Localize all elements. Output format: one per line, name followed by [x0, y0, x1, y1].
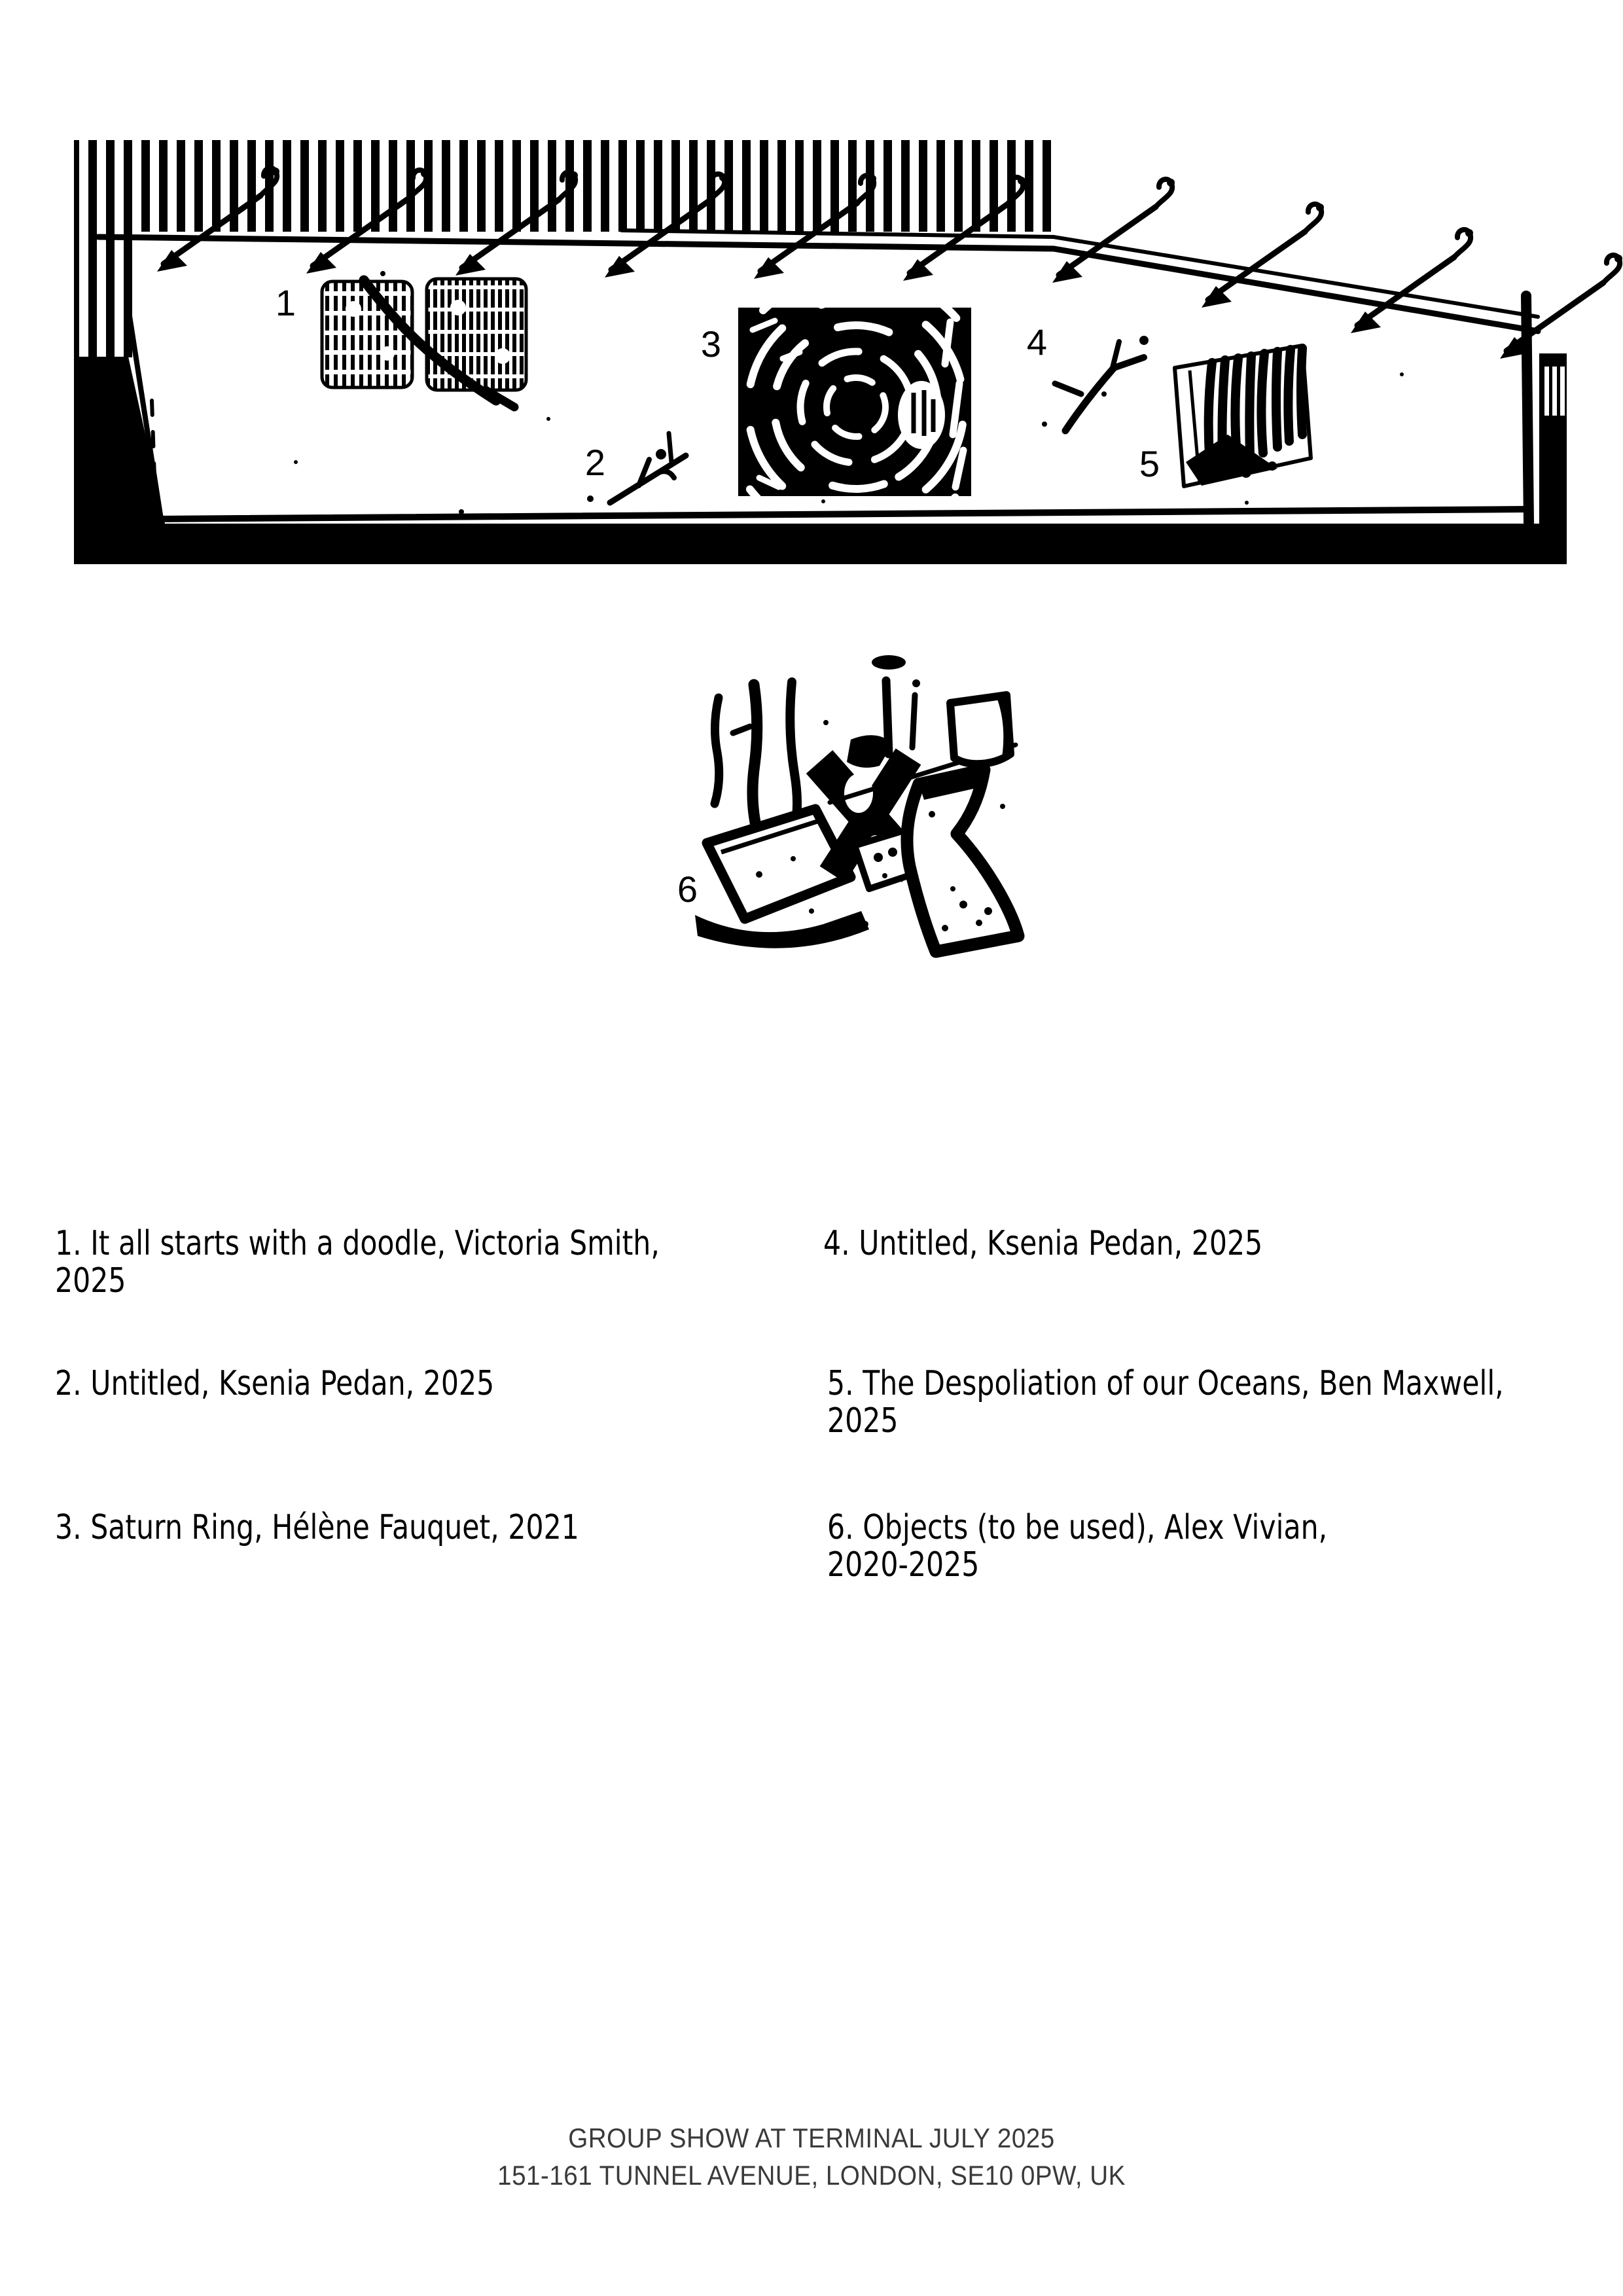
work-caption-2: [55, 1365, 494, 1403]
work-caption-1-line-1: 1. It all starts with a doodle, Victoria Smith,: [55, 1224, 660, 1263]
work-caption-4: [823, 1225, 1262, 1263]
work-caption-1-line-2: 2025: [55, 1261, 126, 1300]
floorplan-marker-2: 2: [584, 442, 605, 483]
artwork-4-branch: [1042, 336, 1149, 431]
work-caption-5: [827, 1365, 1504, 1440]
floorplan-marker-1: 1: [275, 282, 296, 323]
objects-cluster-illustration: [695, 655, 1018, 952]
artwork-5-grille-panel: [1175, 346, 1311, 486]
work-caption-2-line-1: 2. Untitled, Ksenia Pedan, 2025: [55, 1364, 495, 1403]
floorplan-marker-3: 3: [700, 323, 721, 365]
work-caption-6: [827, 1509, 1327, 1584]
work-caption-6-line-2: 2020-2025: [827, 1545, 980, 1585]
floorplan-marker-4: 4: [1026, 321, 1047, 363]
floorplan-marker-6: 6: [677, 869, 698, 910]
work-caption-1: [55, 1225, 660, 1300]
work-caption-6-line-1: 6. Objects (to be used), Alex Vivian,: [827, 1508, 1328, 1547]
artwork-1-doodle-panels: [322, 279, 526, 407]
footer-show-title: GROUP SHOW AT TERMINAL JULY 2025: [568, 2123, 1055, 2153]
work-caption-3: [55, 1509, 579, 1547]
floorplan-marker-5: 5: [1139, 443, 1160, 484]
wall-arrow: [1500, 255, 1622, 359]
footer-address: 151-161 TUNNEL AVENUE, LONDON, SE10 0PW, UK: [497, 2160, 1126, 2191]
gallery-wall-illustration: [0, 0, 1623, 982]
work-caption-3-line-1: 3. Saturn Ring, Hélène Fauquet, 2021: [55, 1508, 579, 1547]
footer: [0, 2119, 1623, 2194]
work-caption-5-line-1: 5. The Despoliation of our Oceans, Ben Maxwell,: [827, 1364, 1504, 1403]
work-caption-4-line-1: 4. Untitled, Ksenia Pedan, 2025: [823, 1224, 1263, 1263]
work-caption-5-line-2: 2025: [827, 1401, 899, 1441]
